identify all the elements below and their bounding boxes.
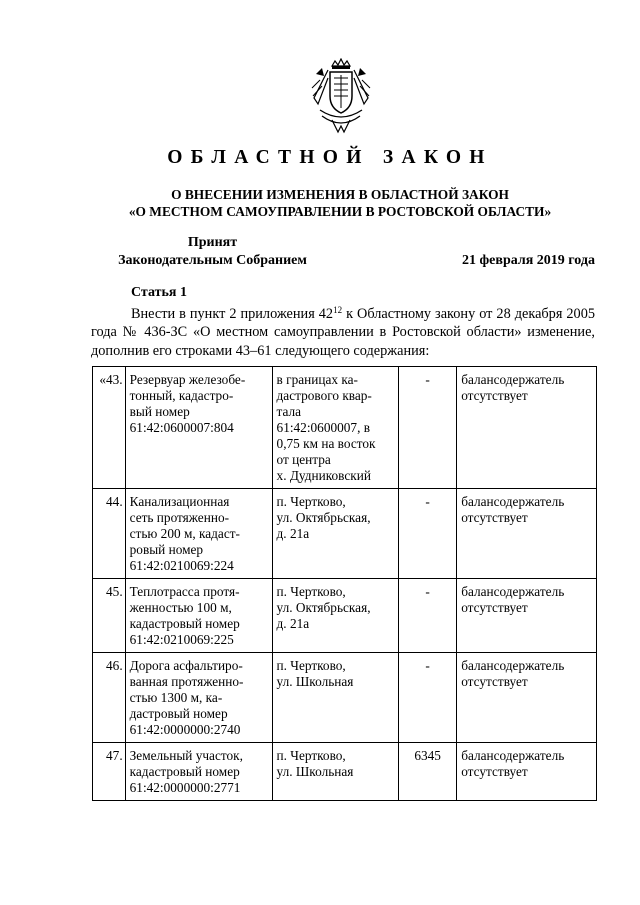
adopted-by-block: [90, 234, 335, 270]
row-number-cell: 44.: [93, 489, 126, 579]
location-line: п. Чертково,: [276, 658, 346, 673]
row-number-cell: «43.: [93, 367, 126, 489]
object-name-line: Канализационная: [129, 494, 230, 509]
balance-holder-cell: [457, 489, 597, 579]
object-name-line: 61:42:0210069:224: [129, 558, 234, 573]
location-line: тала: [276, 404, 302, 419]
property-table: [92, 366, 597, 801]
location-line: д. 21а: [276, 616, 310, 631]
object-name-line: стью 1300 м, ка-: [129, 690, 223, 705]
location-line: д. 21а: [276, 526, 310, 541]
area-cell: -: [399, 367, 457, 489]
object-name-line: Дорога асфальтиро-: [129, 658, 243, 673]
object-name-line: кадастровый номер: [129, 764, 240, 779]
object-name-line: Теплотрасса протя-: [129, 584, 240, 599]
location-cell: [272, 579, 399, 653]
area-cell: -: [399, 489, 457, 579]
balance-holder-line: балансодержатель: [461, 584, 565, 599]
object-name-cell: [125, 743, 272, 801]
balance-holder-line: отсутствует: [461, 674, 528, 689]
paragraph-superscript: 12: [333, 305, 343, 315]
object-name-line: стью 200 м, кадаст-: [129, 526, 240, 541]
location-cell: [272, 367, 399, 489]
object-name-line: 61:42:0000000:2740: [129, 722, 241, 737]
location-cell: [272, 653, 399, 743]
table-row: [93, 367, 597, 489]
object-name-line: 61:42:0210069:225: [129, 632, 234, 647]
object-name-cell: [125, 653, 272, 743]
object-name-line: тонный, кадастро-: [129, 388, 234, 403]
paragraph-text-start: Внести в пункт 2 приложения 42: [131, 306, 334, 322]
balance-holder-line: балансодержатель: [461, 372, 565, 387]
object-name-line: женностью 100 м,: [129, 600, 232, 615]
balance-holder-line: балансодержатель: [461, 494, 565, 509]
row-number-cell: 46.: [93, 653, 126, 743]
balance-holder-cell: [457, 367, 597, 489]
table-row: [93, 489, 597, 579]
article-heading: Статья 1: [131, 285, 187, 300]
object-name-cell: [125, 489, 272, 579]
location-line: ул. Октябрьская,: [276, 600, 371, 615]
balance-holder-line: балансодержатель: [461, 658, 565, 673]
location-cell: [272, 743, 399, 801]
balance-holder-cell: [457, 653, 597, 743]
location-line: п. Чертково,: [276, 748, 346, 763]
table-row: [93, 653, 597, 743]
property-table-body: [93, 367, 597, 801]
adopted-by-assembly: Законодательным Собранием: [118, 253, 307, 268]
object-name-line: 61:42:0600007:804: [129, 420, 234, 435]
table-row: [93, 743, 597, 801]
object-name-line: Земельный участок,: [129, 748, 243, 763]
rostov-region-coat-of-arms-icon: [308, 58, 374, 134]
location-line: ул. Школьная: [276, 764, 354, 779]
paragraph-text-end: к Областному закону от 28 декабря 2005 года № 436-ЗС «О местном самоуправлении в Ростовской области» изменение, дополнив его строками 43–61 следующего содержания:: [91, 306, 595, 359]
balance-holder-line: отсутствует: [461, 510, 528, 525]
balance-holder-cell: [457, 743, 597, 801]
table-row: [93, 579, 597, 653]
subtitle-line-2: «О МЕСТНОМ САМОУПРАВЛЕНИИ В РОСТОВСКОЙ ОБЛАСТИ»: [128, 204, 552, 219]
object-name-line: 61:42:0000000:2771: [129, 780, 241, 795]
location-line: дастрового квар-: [276, 388, 372, 403]
object-name-cell: [125, 367, 272, 489]
location-line: от центра: [276, 452, 331, 467]
location-line: п. Чертково,: [276, 584, 346, 599]
law-subtitle: [80, 186, 600, 220]
law-title: ОБЛАСТНОЙ ЗАКОН: [167, 147, 493, 168]
area-cell: -: [399, 653, 457, 743]
object-name-line: Резервуар железобе-: [129, 372, 246, 387]
row-number-cell: 45.: [93, 579, 126, 653]
object-name-line: кадастровый номер: [129, 616, 240, 631]
location-line: в границах ка-: [276, 372, 358, 387]
adopted-label: Принят: [187, 235, 238, 250]
article-paragraph: [91, 305, 595, 360]
location-cell: [272, 489, 399, 579]
location-line: 61:42:0600007, в: [276, 420, 370, 435]
balance-holder-line: отсутствует: [461, 388, 528, 403]
balance-holder-cell: [457, 579, 597, 653]
balance-holder-line: балансодержатель: [461, 748, 565, 763]
location-line: ул. Октябрьская,: [276, 510, 371, 525]
row-number-cell: 47.: [93, 743, 126, 801]
location-line: 0,75 км на восток: [276, 436, 376, 451]
balance-holder-line: отсутствует: [461, 600, 528, 615]
object-name-line: вый номер: [129, 404, 190, 419]
object-name-line: дастровый номер: [129, 706, 228, 721]
object-name-cell: [125, 579, 272, 653]
object-name-line: ванная протяженно-: [129, 674, 244, 689]
area-cell: -: [399, 579, 457, 653]
location-line: п. Чертково,: [276, 494, 346, 509]
location-line: х. Дудниковский: [276, 468, 371, 483]
balance-holder-line: отсутствует: [461, 764, 528, 779]
location-line: ул. Школьная: [276, 674, 354, 689]
object-name-line: сеть протяженно-: [129, 510, 230, 525]
adoption-date: 21 февраля 2019 года: [462, 253, 595, 268]
area-cell: 6345: [399, 743, 457, 801]
object-name-line: ровый номер: [129, 542, 204, 557]
subtitle-line-1: О ВНЕСЕНИИ ИЗМЕНЕНИЯ В ОБЛАСТНОЙ ЗАКОН: [171, 187, 509, 202]
